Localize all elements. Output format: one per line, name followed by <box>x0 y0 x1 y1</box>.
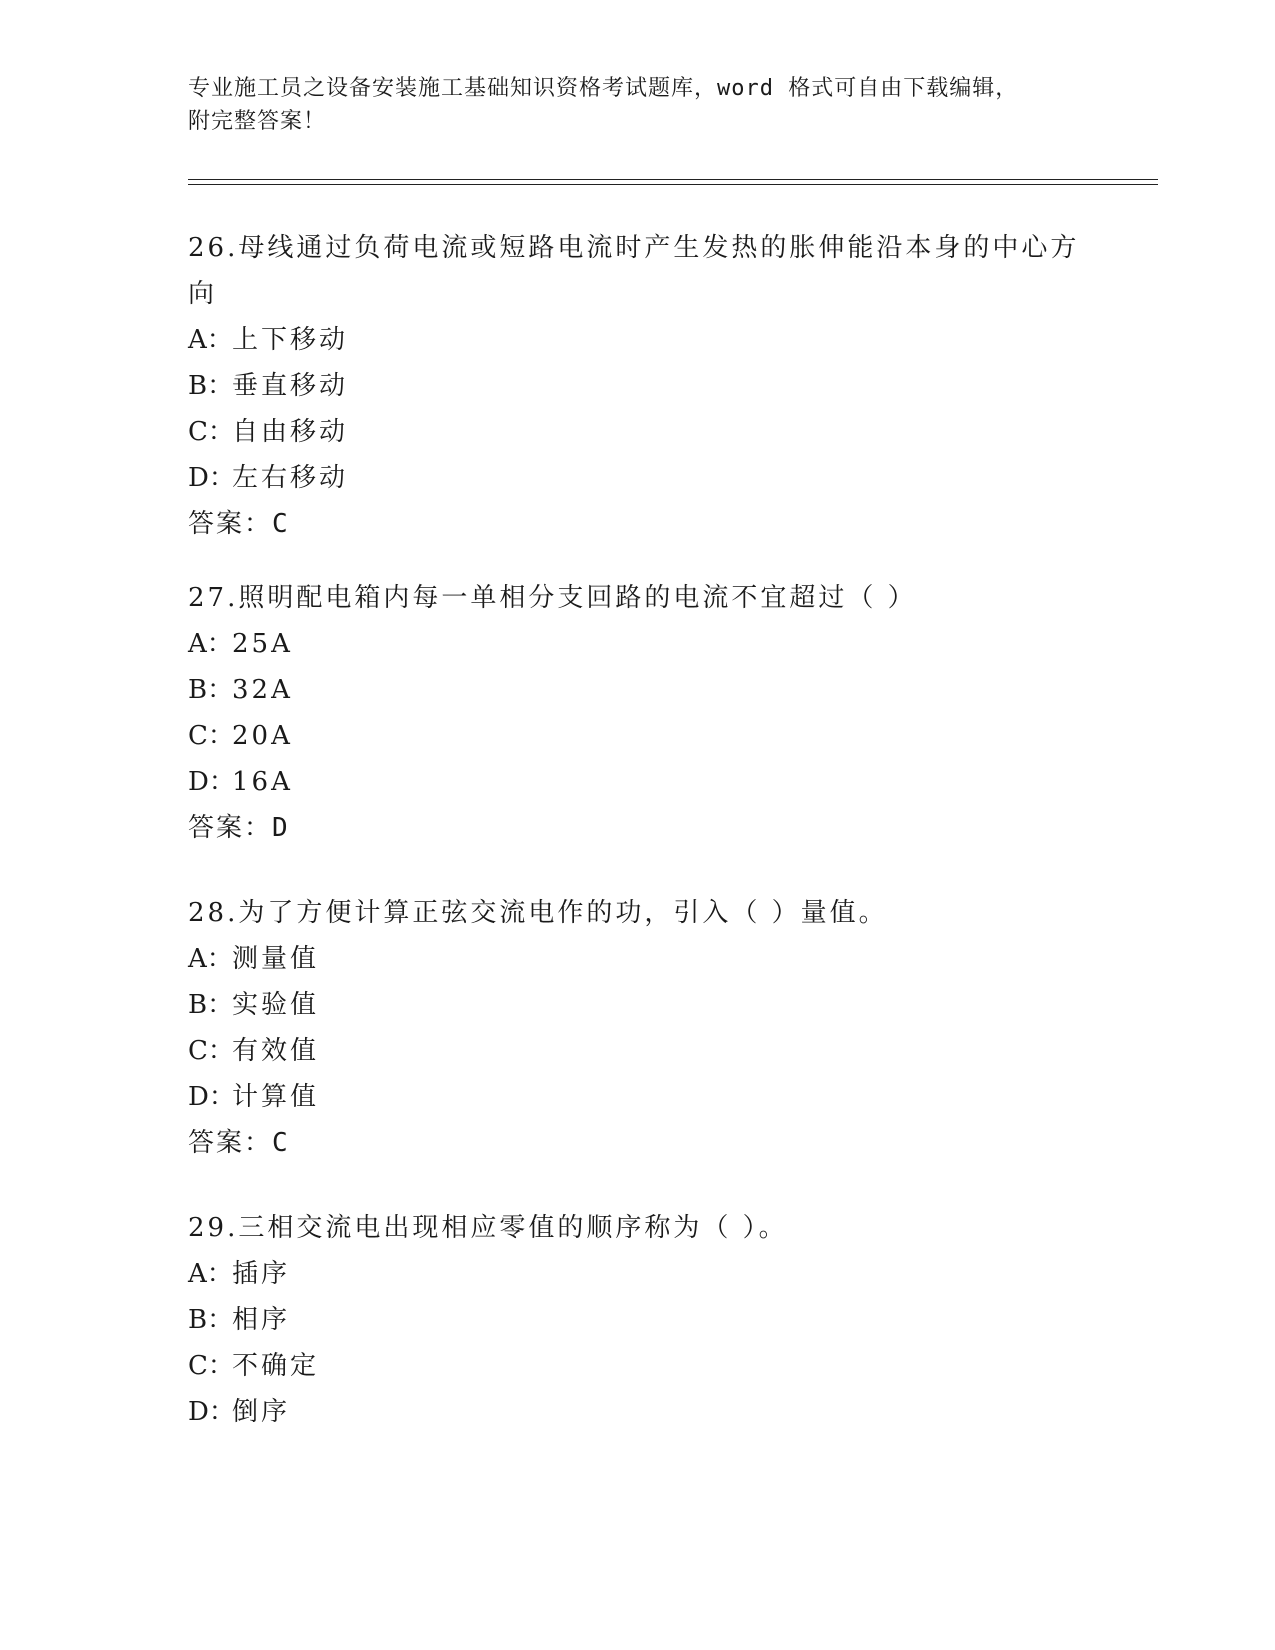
question-26 <box>188 225 1088 547</box>
question-stem-line-1: 28.为了方便计算正弦交流电作的功，引入（ ）量值。 <box>188 898 888 928</box>
option-text: 25A <box>232 629 293 659</box>
option-text: 不确定 <box>232 1351 320 1381</box>
option-key: C： <box>188 1351 234 1381</box>
header-title-line-1: 专业施工员之设备安装施工基础知识资格考试题库，word 格式可自由下载编辑， <box>188 76 1019 101</box>
option-text: 有效值 <box>232 1036 320 1066</box>
header-title-line-2: 附完整答案！ <box>188 109 327 134</box>
option-key: C： <box>188 1036 234 1066</box>
answer-label: 答案： <box>188 813 273 843</box>
option-text: 上下移动 <box>232 325 349 355</box>
question-stem-line-1: 27.照明配电箱内每一单相分支回路的电流不宜超过（ ） <box>188 583 917 613</box>
option-c <box>188 409 1088 455</box>
header-divider-bottom <box>188 184 1158 185</box>
header-divider-top <box>188 179 1158 180</box>
option-text: 20A <box>232 721 293 751</box>
option-text: 实验值 <box>232 990 320 1020</box>
option-key: A： <box>188 944 233 974</box>
question-stem <box>188 575 1088 621</box>
question-stem <box>188 890 1088 936</box>
question-stem-line-1: 29.三相交流电出现相应零值的顺序称为（ ）。 <box>188 1213 788 1243</box>
option-key: A： <box>188 1259 233 1289</box>
answer-line <box>188 805 1088 851</box>
document-header <box>188 72 1068 138</box>
option-key: D： <box>188 1082 235 1112</box>
option-text: 垂直移动 <box>232 371 349 401</box>
option-a <box>188 1251 1088 1297</box>
option-text: 插序 <box>232 1259 291 1289</box>
option-key: A： <box>188 325 233 355</box>
question-stem-line-2: 向 <box>188 279 218 309</box>
option-d <box>188 455 1088 501</box>
option-text: 16A <box>232 767 293 797</box>
question-28 <box>188 890 1088 1166</box>
option-a <box>188 317 1088 363</box>
option-d <box>188 1074 1088 1120</box>
answer-value: D <box>272 813 288 843</box>
option-key: B： <box>188 371 234 401</box>
option-key: B： <box>188 1305 234 1335</box>
option-key: D： <box>188 1397 235 1427</box>
option-b <box>188 1297 1088 1343</box>
option-key: D： <box>188 767 235 797</box>
option-key: C： <box>188 417 234 447</box>
option-key: C： <box>188 721 234 751</box>
answer-value: C <box>272 509 288 539</box>
option-b <box>188 982 1088 1028</box>
option-text: 32A <box>232 675 293 705</box>
option-b <box>188 363 1088 409</box>
question-stem-line-1: 26.母线通过负荷电流或短路电流时产生发热的胀伸能沿本身的中心方 <box>188 233 1080 263</box>
option-d <box>188 1389 1088 1435</box>
option-key: B： <box>188 990 234 1020</box>
option-b <box>188 667 1088 713</box>
option-text: 左右移动 <box>232 463 349 493</box>
option-a <box>188 936 1088 982</box>
answer-value: C <box>272 1128 288 1158</box>
answer-label: 答案： <box>188 1128 273 1158</box>
option-key: D： <box>188 463 235 493</box>
option-text: 相序 <box>232 1305 291 1335</box>
question-stem <box>188 225 1088 317</box>
option-c <box>188 1028 1088 1074</box>
answer-line <box>188 501 1088 547</box>
question-stem <box>188 1205 1088 1251</box>
option-c <box>188 1343 1088 1389</box>
option-c <box>188 713 1088 759</box>
option-d <box>188 759 1088 805</box>
option-text: 自由移动 <box>232 417 349 447</box>
answer-label: 答案： <box>188 509 273 539</box>
question-29 <box>188 1205 1088 1435</box>
answer-line <box>188 1120 1088 1166</box>
option-key: A： <box>188 629 233 659</box>
option-text: 倒序 <box>232 1397 291 1427</box>
option-text: 测量值 <box>232 944 320 974</box>
option-key: B： <box>188 675 234 705</box>
option-a <box>188 621 1088 667</box>
question-27 <box>188 575 1088 851</box>
option-text: 计算值 <box>232 1082 320 1112</box>
